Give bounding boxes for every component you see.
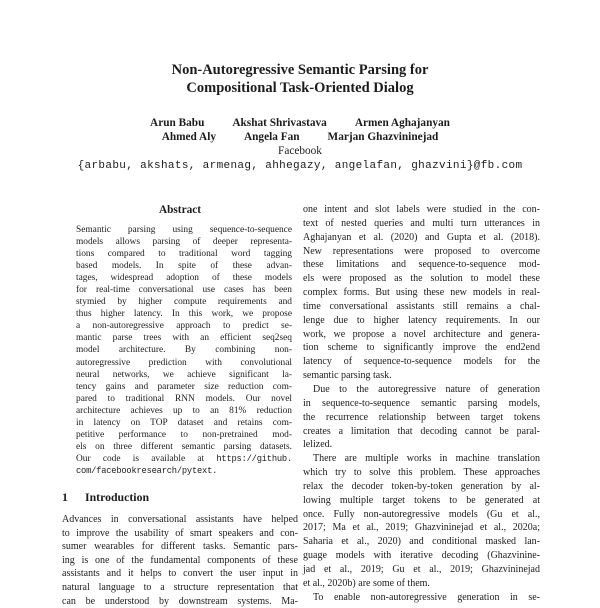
text-segment: mantic parse trees with an efficient seq2seq [76,333,292,344]
section-number: 1 [62,490,68,504]
text-line [62,513,298,527]
author-emails: {arbabu, akshats, armenag, ahhegazy, angelafan, ghazvini}@fb.com [77,160,523,172]
text-line [62,567,298,581]
text-segment: autoregressive prediction with convolutional [76,357,292,368]
text-segment: for real-time conversational use cases has been [76,285,292,296]
text-segment: New representations were proposed to overcome [303,245,540,257]
text-segment: Our code is available at [76,453,217,464]
text-line [76,393,292,405]
authors-row-2 [0,131,600,144]
text-line [303,272,540,286]
text-segment: els were proposed as the solution to model these [303,273,540,285]
text-line [303,577,540,591]
text-line [62,527,298,541]
text-line [76,453,292,465]
text-line [76,369,292,381]
text-line [76,224,292,236]
authors-row-1 [0,117,600,130]
author-name: Akshat Shrivastava [232,117,327,129]
section-title: Introduction [85,490,150,504]
text-line [76,465,292,477]
text-line [303,397,540,411]
text-line [303,466,540,480]
text-line [303,535,540,549]
text-segment: Advances in conversational assistants have helped [62,514,298,525]
text-line [303,494,540,508]
author-name: Arun Babu [150,117,205,129]
text-segment: in latency on TOP dataset and retains com- [76,417,292,428]
text-segment: neural networks, we achieve significant la- [76,369,292,380]
paper-title-line2: Compositional Task-Oriented Dialog [186,79,414,96]
text-segment: to improve the usability of smart speakers and con- [62,527,298,539]
text-segment: can be understood by downstream systems. Ma- [62,595,298,607]
text-line [76,320,292,332]
text-segment: a non-autoregressive approach to predict se- [76,321,292,332]
text-segment: stymied by higher compute requirements and [76,297,292,308]
text-line [303,383,540,397]
text-line [303,286,540,300]
text-line [62,595,298,608]
text-segment: sumer wearables for different tasks. Semantic pars- [62,541,298,553]
text-segment: which try to solve this problem. These approaches [303,467,540,479]
text-line [76,260,292,272]
text-segment: lenge due to higher latency requirements. In our [303,314,540,326]
text-line [303,369,540,383]
text-line [76,381,292,393]
text-line [303,425,540,439]
introduction-text-column [62,513,298,608]
affiliation: Facebook [278,144,322,157]
text-segment: Semantic parsing using sequence-to-sequence [76,225,292,235]
text-segment: ing is one of the fundamental components of these [62,554,298,566]
text-line [76,357,292,369]
text-segment: semantic parsing task. [303,370,392,382]
text-segment: assistants and it helps to convert the user input in [62,568,298,580]
text-segment: els on three different semantic parsing datasets. [76,441,292,452]
text-segment: lelized. [303,439,333,451]
text-line [303,217,540,231]
text-segment: work, we propose a novel architecture and genera- [303,328,540,340]
code-url-link[interactable]: https://github. [216,453,292,464]
paper-title [0,62,600,97]
text-line [76,405,292,417]
text-segment: latency of sequence-to-sequence models for the [303,356,540,368]
text-line [303,591,540,605]
text-segment: tions compared to traditional word tagging [76,249,292,260]
text-line [303,258,540,272]
text-segment: Saharia et al., 2020) and conditional masked lan- [303,536,540,548]
text-segment: tion scheme to significantly improve the end2end [303,342,540,354]
text-line [76,284,292,296]
text-line [76,248,292,260]
text-segment: Aghajanyan et al. (2020) and Gupta et al. (2018). [303,231,540,243]
text-line [76,441,292,453]
text-line [62,581,298,595]
text-segment: et al., 2020b) are some of them. [303,577,430,589]
right-text-column [303,203,540,604]
abstract-heading: Abstract [158,204,202,216]
text-segment: natural language to a structure representation that [62,581,298,593]
author-name: Marjan Ghazvininejad [327,130,439,143]
text-line [76,417,292,429]
text-segment: Due to the autoregressive nature of generation [313,383,540,395]
text-segment: architecture achieves up to an 81% reduction [76,405,292,416]
text-line [76,344,292,356]
text-line [303,203,540,217]
text-line [303,231,540,245]
text-segment: one intent and slot labels were studied in the con- [303,204,540,215]
text-line [303,355,540,369]
text-segment: models allows parsing of deeper representa- [76,237,292,248]
text-line [303,549,540,563]
author-name: Ahmed Aly [161,130,216,143]
text-line [76,296,292,308]
text-segment: text of nested queries and multi turn utterances in [303,217,540,229]
text-line [62,540,298,554]
text-segment: petitive performance to non-pretrained mod- [76,429,292,440]
text-line [303,508,540,522]
text-line [76,272,292,284]
text-line [303,521,540,535]
text-segment: time conversational assistants still remains a chal- [303,300,540,312]
text-segment: To enable non-autoregressive generation in se- [313,591,540,603]
text-line [62,554,298,568]
text-line [303,480,540,494]
text-segment: pared to traditional RNN models. Our novel [76,393,292,404]
text-segment: once. Fully non-autoregressive models (Gu et al., [303,508,540,520]
text-segment: the recurrence relationship between target tokens [303,411,540,423]
text-line [76,236,292,248]
text-line [303,300,540,314]
author-name: Angela Fan [243,130,300,143]
text-line [303,314,540,328]
section-1-heading [62,490,298,505]
text-segment: based models. In spite of these advan- [76,261,292,272]
text-segment: lowing multiple target tokens to be generated at [303,494,540,506]
text-line [76,308,292,320]
text-line [303,452,540,466]
text-line [303,328,540,342]
text-line [303,341,540,355]
text-line [303,563,540,577]
text-segment: model architecture. By combining non- [76,345,292,356]
text-segment: tages, widespread adoption of these models [76,273,292,284]
text-segment: relax the decoder token-by-token generation by al- [303,480,540,492]
text-segment: creates a limitation that decoding cannot be paral- [303,425,540,437]
text-segment: jad et al., 2019; Gu et al., 2019; Ghazvininejad [303,563,540,575]
text-segment: complex forms. But using these new models in real- [303,287,540,299]
abstract-body [76,224,292,477]
text-segment: these limitations and sequence-to-sequence mod- [303,259,540,271]
text-line [303,438,540,452]
text-segment: in sequence-to-sequence semantic parsing models, [303,397,540,409]
text-segment: tency gains and parameter size reduction com- [76,381,292,392]
paper-title-line1: Non-Autoregressive Semantic Parsing for [171,62,429,78]
code-url-link[interactable]: com/facebookresearch/pytext. [76,465,218,476]
text-segment: guage models with iterative decoding (Ghazvinine- [303,550,540,562]
text-line [76,429,292,441]
text-line [303,411,540,425]
text-segment: thus higher latency. In this work, we propose [76,309,292,320]
author-name: Armen Aghajanyan [354,117,450,129]
text-line [303,245,540,259]
text-segment: There are multiple works in machine translation [313,453,540,465]
text-segment: 2017; Ma et al., 2019; Ghazvininejad et al., 2020a; [303,522,540,534]
text-line [76,332,292,344]
